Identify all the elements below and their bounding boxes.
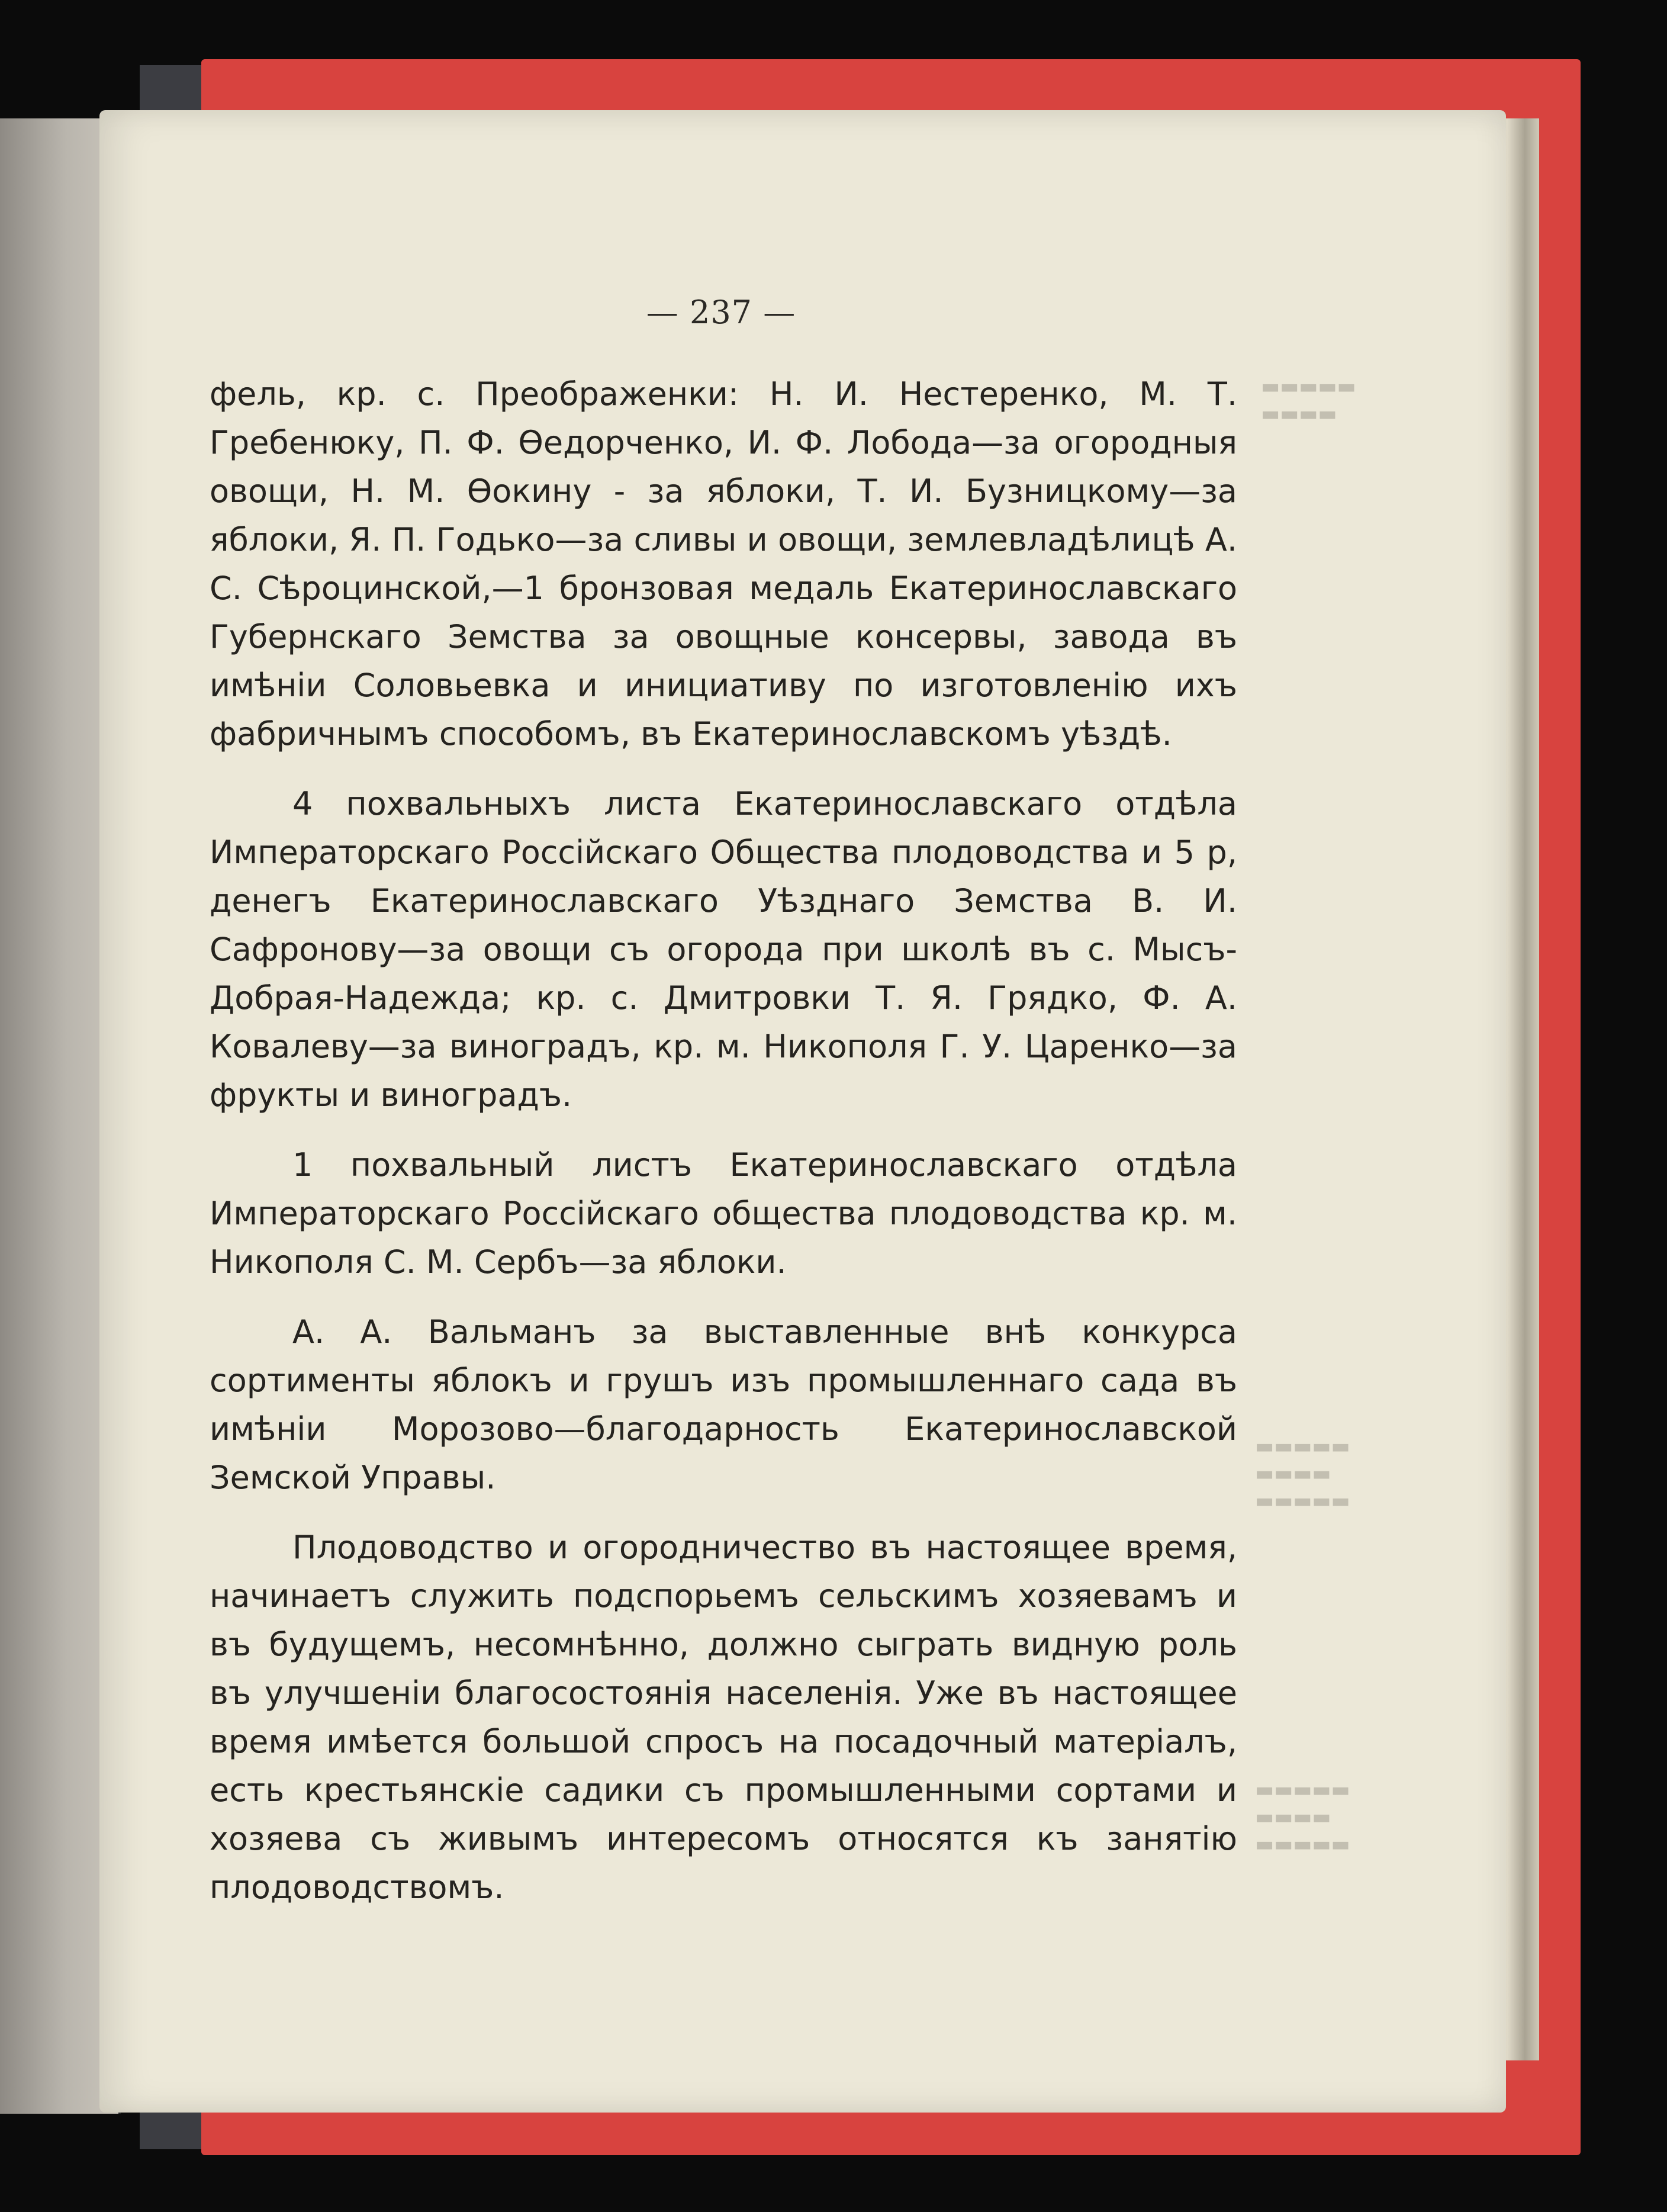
page-number: — 237 — — [646, 294, 796, 331]
bleed-through-margin-note: ▬▬▬▬▬ ▬▬▬▬ ▬▬▬▬▬ — [1255, 1778, 1350, 1856]
paragraph: фель, кр. с. Преображенки: Н. И. Нестеренко, М. Т. Гребенюку, П. Ф. Өедорченко, И. Ф. Лобода—за огородныя овощи, Н. М. Өокину - за яблоки, Т. И. Бузницкому—за яблоки, Я. П. Годько—за сливы и овощи, землевладѣлицѣ А. С. Сѣроцинской,—1 бронзовая медаль Екатеринославскаго Губернскаго Земства за овощные консервы, завода въ имѣніи Соловьевка и инициативу по изготовленію ихъ фабричнымъ способомъ, въ Екатеринославскомъ уѣздѣ. — [210, 375, 1237, 753]
page-body-text — [210, 370, 1237, 1933]
paragraph: 4 похвальныхъ листа Екатеринославскаго отдѣла Императорскаго Россійскаго Общества плодоводства и 5 р, денегъ Екатеринославскаго Уѣзднаго Земства В. И. Сафронову—за овощи съ огорода при школѣ въ с. Мысъ-Добрая-Надежда; кр. с. Дмитровки Т. Я. Грядко, Ф. А. Ковалеву—за виноградъ, кр. м. Никополя Г. У. Царенко—за фрукты и виноградъ. — [210, 785, 1237, 1114]
paragraph: 1 похвальный листъ Екатеринославскаго отдѣла Императорскаго Россійскаго общества плодоводства кр. м. Никополя С. М. Сербъ—за яблоки. — [210, 1146, 1237, 1281]
paragraph: Плодоводство и огородничество въ настоящее время, начинаетъ служить подспорьемъ сельскимъ хозяевамъ и въ будущемъ, несомнѣнно, должно сыграть видную роль въ улучшеніи благосостоянія населенія. Уже въ настоящее время имѣется большой спросъ на посадочный матеріалъ, есть крестьянскіе садики съ промышленными сортами и хозяева съ живымъ интересомъ относятся къ занятію плодоводствомъ. — [210, 1529, 1237, 1906]
paragraph: А. А. Вальманъ за выставленные внѣ конкурса сортименты яблокъ и грушъ изъ промышленнаго сада въ имѣніи Морозово—благодарность Екатеринославской Земской Управы. — [210, 1313, 1237, 1496]
bleed-through-margin-note: ▬▬▬▬▬ ▬▬▬▬ — [1261, 375, 1356, 426]
bleed-through-margin-note: ▬▬▬▬▬ ▬▬▬▬ ▬▬▬▬▬ — [1255, 1435, 1350, 1513]
